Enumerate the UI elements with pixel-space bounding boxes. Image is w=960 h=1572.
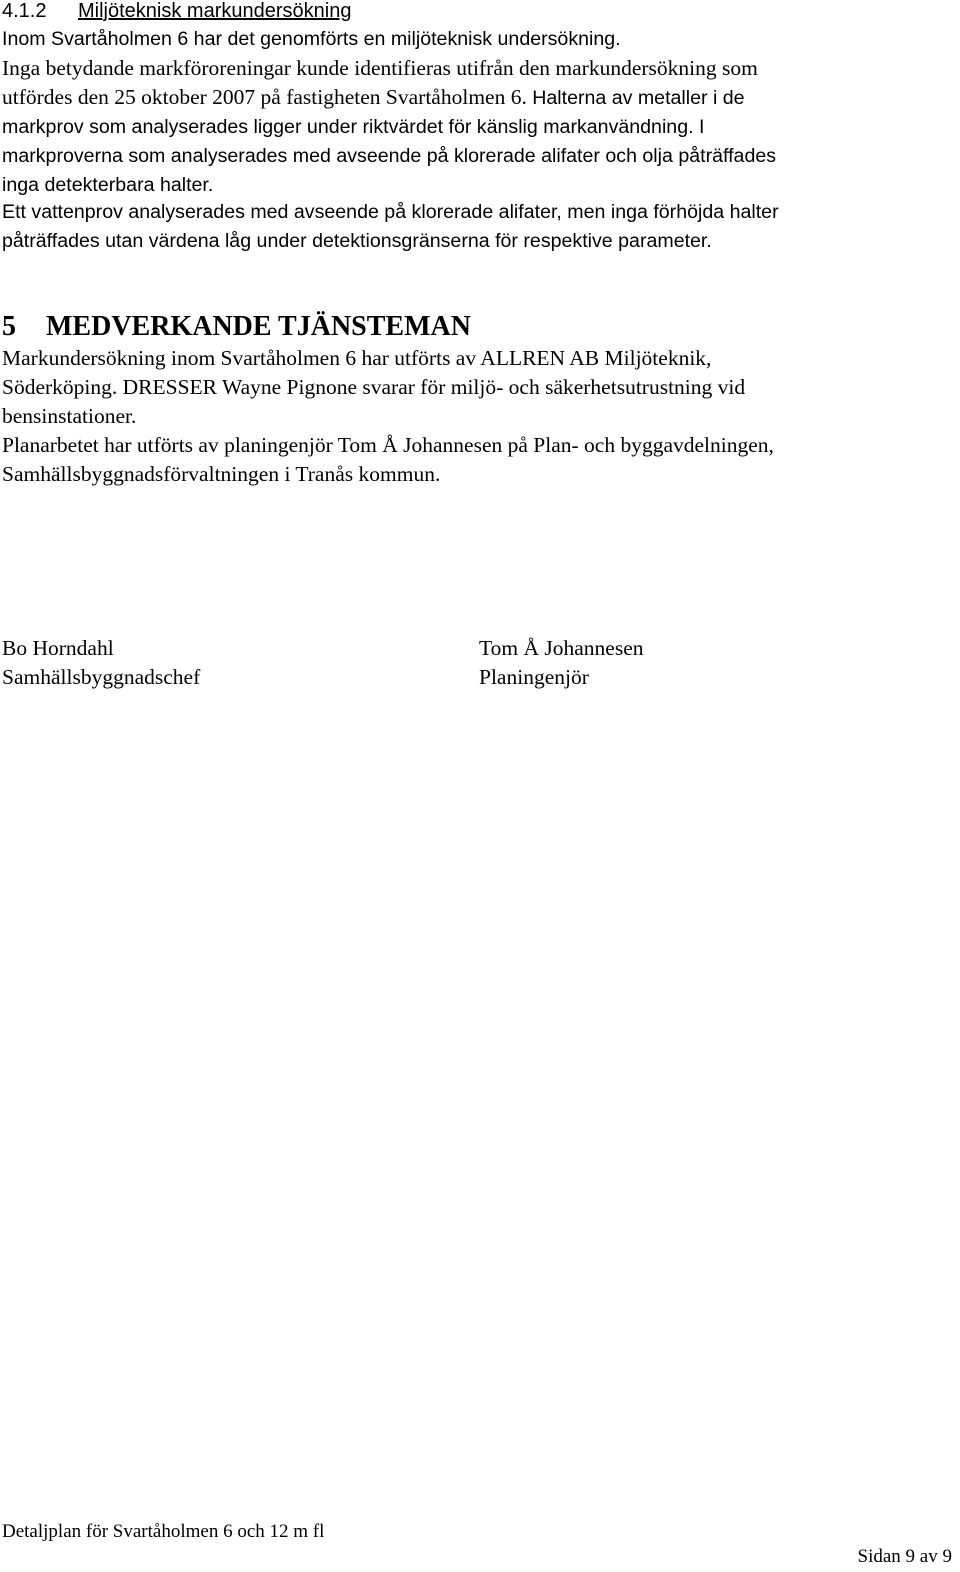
subsection-title: Miljöteknisk markundersökning xyxy=(78,0,352,22)
paragraph-line: Söderköping. DRESSER Wayne Pignone svarar för miljö- och säkerhetsutrustning vid xyxy=(2,375,746,399)
paragraph-line: Inga betydande markföroreningar kunde identifieras utifrån den markundersökning som xyxy=(2,56,758,80)
subsection-number: 4.1.2 xyxy=(2,0,47,22)
paragraph-line: markprov som analyserades ligger under riktvärdet för känslig markanvändning. I xyxy=(2,116,705,138)
signatory-name: Tom Å Johannesen xyxy=(479,636,644,660)
section-heading xyxy=(2,310,471,344)
paragraph-line: Ett vattenprov analyserades med avseende på klorerade alifater, men inga förhöjda halter xyxy=(2,201,779,223)
paragraph-line: Markundersökning inom Svartåholmen 6 har utförts av ALLREN AB Miljöteknik, xyxy=(2,346,712,370)
paragraph-line-mixed xyxy=(2,83,776,113)
signatory-role: Planingenjör xyxy=(479,665,589,689)
paragraph-line: Inom Svartåholmen 6 har det genomförts en miljöteknisk undersökning. xyxy=(2,28,621,50)
subsection-body-block-2 xyxy=(2,198,779,256)
section-body xyxy=(2,344,774,489)
signature-block-left xyxy=(2,634,200,692)
paragraph-segment: utfördes den 25 oktober 2007 på fastigheten Svartåholmen 6. xyxy=(2,85,533,109)
footer-page-number: Sidan 9 av 9 xyxy=(857,1546,952,1567)
signature-block-right xyxy=(479,634,644,692)
subsection-body-block-1 xyxy=(2,25,776,200)
section-number: 5 xyxy=(2,311,16,342)
signatory-role: Samhällsbyggnadschef xyxy=(2,665,201,689)
signatory-name: Bo Horndahl xyxy=(2,636,114,660)
paragraph-line: påträffades utan värdena låg under detektionsgränserna för respektive parameter. xyxy=(2,230,712,252)
paragraph-line: Samhällsbyggnadsförvaltningen i Tranås kommun. xyxy=(2,462,441,486)
paragraph-line: markproverna som analyserades med avseende på klorerade alifater och olja påträffades xyxy=(2,145,777,167)
section-title: MEDVERKANDE TJÄNSTEMAN xyxy=(46,311,471,342)
subsection-heading xyxy=(2,0,351,26)
paragraph-segment: Halterna av metaller i de xyxy=(532,87,745,109)
footer-document-title: Detaljplan för Svartåholmen 6 och 12 m fl xyxy=(2,1521,325,1542)
paragraph-line: inga detekterbara halter. xyxy=(2,174,214,196)
paragraph-line: Planarbetet har utförts av planingenjör Tom Å Johannesen på Plan- och byggavdelningen, xyxy=(2,433,774,457)
paragraph-line: bensinstationer. xyxy=(2,404,137,428)
